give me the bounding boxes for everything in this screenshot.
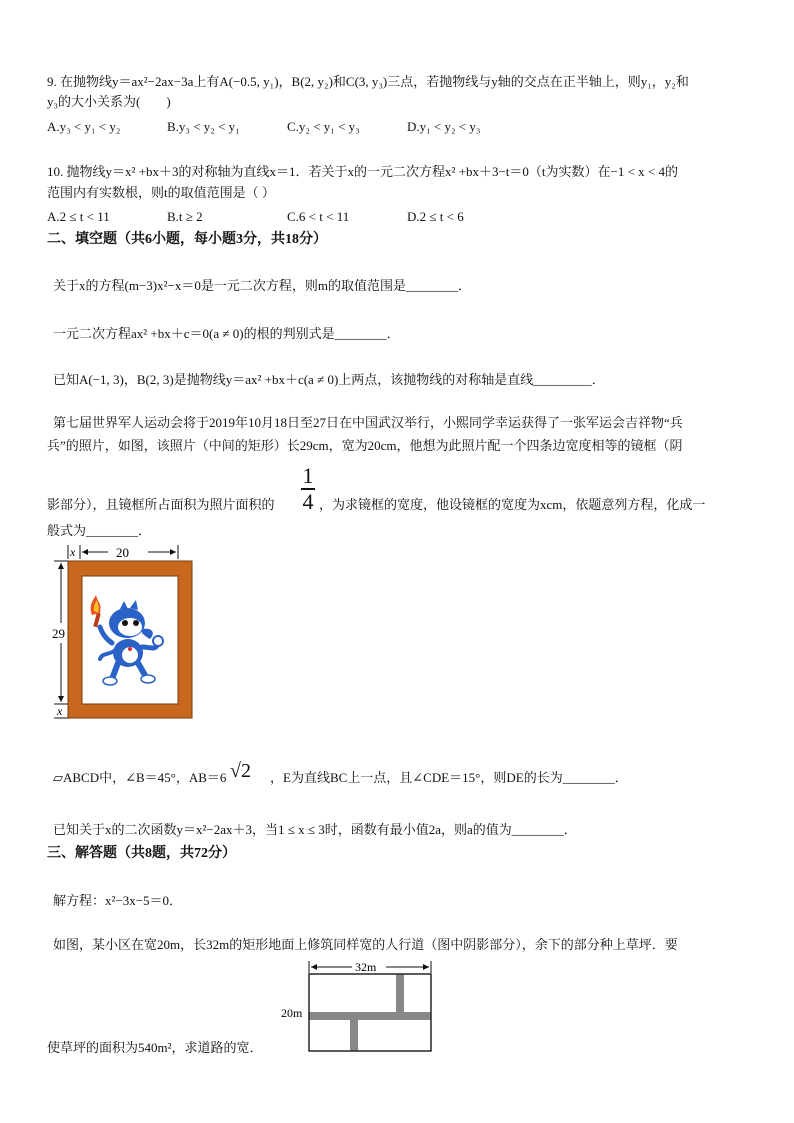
- q9-option-d: D.y₁ < y₂ < y₃: [407, 119, 481, 134]
- solve-q1: 解方程：x²−3x−5＝0．: [53, 893, 183, 908]
- road-dim-arrow-right: [423, 964, 429, 970]
- fill-q2: 一元二次方程ax² +bx＋c＝0(a ≠ 0)的根的判别式是________．: [53, 326, 400, 341]
- fill-q4-line3a: 影部分），且镜框所占面积为照片面积的: [47, 497, 275, 512]
- road-vertical-top: [396, 974, 404, 1012]
- dim-arrow-right: [170, 549, 176, 555]
- fill-q4-line1: 第七届世界军人运动会将于2019年10月18日至27日在中国武汉举行，小熙同学幸运获得了一张军运会吉祥物“兵: [53, 415, 683, 430]
- q9-line1: 9. 在抛物线y＝ax²−2ax−3a上有A(−0.5, y₁)，B(2, y₂)和C(3, y₃)三点，若抛物线与y轴的交点在正半轴上，则y₁，y₂和: [47, 74, 689, 89]
- q9-option-c: C.y₂ < y₁ < y₃: [287, 119, 360, 134]
- road-length-label: 32m: [355, 960, 377, 974]
- q9-option-a: A.y₃ < y₁ < y₂: [47, 119, 121, 134]
- frame-height-label: 29: [52, 626, 65, 641]
- fill-q5-b: ，E为直线BC上一点，且∠CDE＝15°，则DE的长为________．: [270, 770, 628, 785]
- frame-x-label-bottom: x: [57, 704, 63, 718]
- fill-q4-line2: 兵”的照片，如图，该照片（中间的矩形）长29cm，宽为20cm，他想为此照片配一个四条边宽度相等的镜框（阴: [47, 438, 683, 453]
- fill-q1: 关于x的方程(m−3)x²−x＝0是一元二次方程，则m的取值范围是________．: [53, 278, 471, 293]
- frame-x-label-top: x: [70, 545, 76, 559]
- fraction-numerator: 1: [302, 463, 314, 488]
- fill-q5-a: ▱ABCD中，∠B＝45°，AB＝6: [53, 770, 227, 785]
- road-dim-arrow-left: [311, 964, 317, 970]
- fill-q4-line3b: ，为求镜框的宽度，他设镜框的宽度为xcm，依题意列方程，化成一: [319, 497, 706, 512]
- section3-title: 三、解答题（共8题，共72分）: [47, 846, 236, 861]
- q9-line2: y₃的大小关系为( ): [47, 94, 171, 109]
- fill-q6: 已知关于x的二次函数y＝x²−2ax＋3，当1 ≤ x ≤ 3时，函数有最小值2a，则a的值为________．: [53, 822, 577, 837]
- solve-q2-line1: 如图，某小区在宽20m，长32m的矩形地面上修筑同样宽的人行道（图中阴影部分），余下的部分种上草坪．要: [53, 937, 678, 952]
- solve-q2-line2: 使草坪的面积为540m²，求道路的宽．: [47, 1040, 263, 1055]
- sqrt-two: √2: [230, 760, 251, 782]
- fraction-denominator: 4: [302, 488, 314, 514]
- q10-option-a: A.2 ≤ t < 11: [47, 209, 110, 224]
- road-horizontal: [309, 1012, 431, 1020]
- road-width-label: 20m: [281, 1006, 303, 1020]
- frame-figure: [52, 543, 197, 723]
- frame-width-label: 20: [116, 545, 129, 560]
- q10-option-d: D.2 ≤ t < 6: [407, 209, 464, 224]
- q10-option-c: C.6 < t < 11: [287, 209, 350, 224]
- road-figure: [278, 957, 438, 1057]
- dim-arrow-down: [58, 696, 64, 702]
- fill-q3: 已知A(−1, 3)，B(2, 3)是抛物线y＝ax² +bx＋c(a ≠ 0)上两点，该抛物线的对称轴是直线_________．: [53, 372, 605, 387]
- q10-line2: 范围内有实数根，则t的取值范围是（ ）: [47, 185, 275, 200]
- fraction-one-quarter: [301, 465, 315, 513]
- dim-arrow-up: [58, 563, 64, 569]
- road-vertical-bottom: [350, 1020, 358, 1051]
- section2-title: 二、填空题（共6小题，每小题3分，共18分）: [47, 232, 327, 247]
- q10-line1: 10. 抛物线y＝x² +bx＋3的对称轴为直线x＝1．若关于x的一元二次方程x² +bx＋3−t＝0（t为实数）在−1 < x < 4的: [47, 164, 679, 179]
- fill-q4-line4: 般式为________．: [47, 523, 152, 538]
- q10-option-b: B.t ≥ 2: [167, 209, 203, 224]
- dim-arrow-left: [82, 549, 88, 555]
- q9-option-b: B.y₃ < y₂ < y₁: [167, 119, 240, 134]
